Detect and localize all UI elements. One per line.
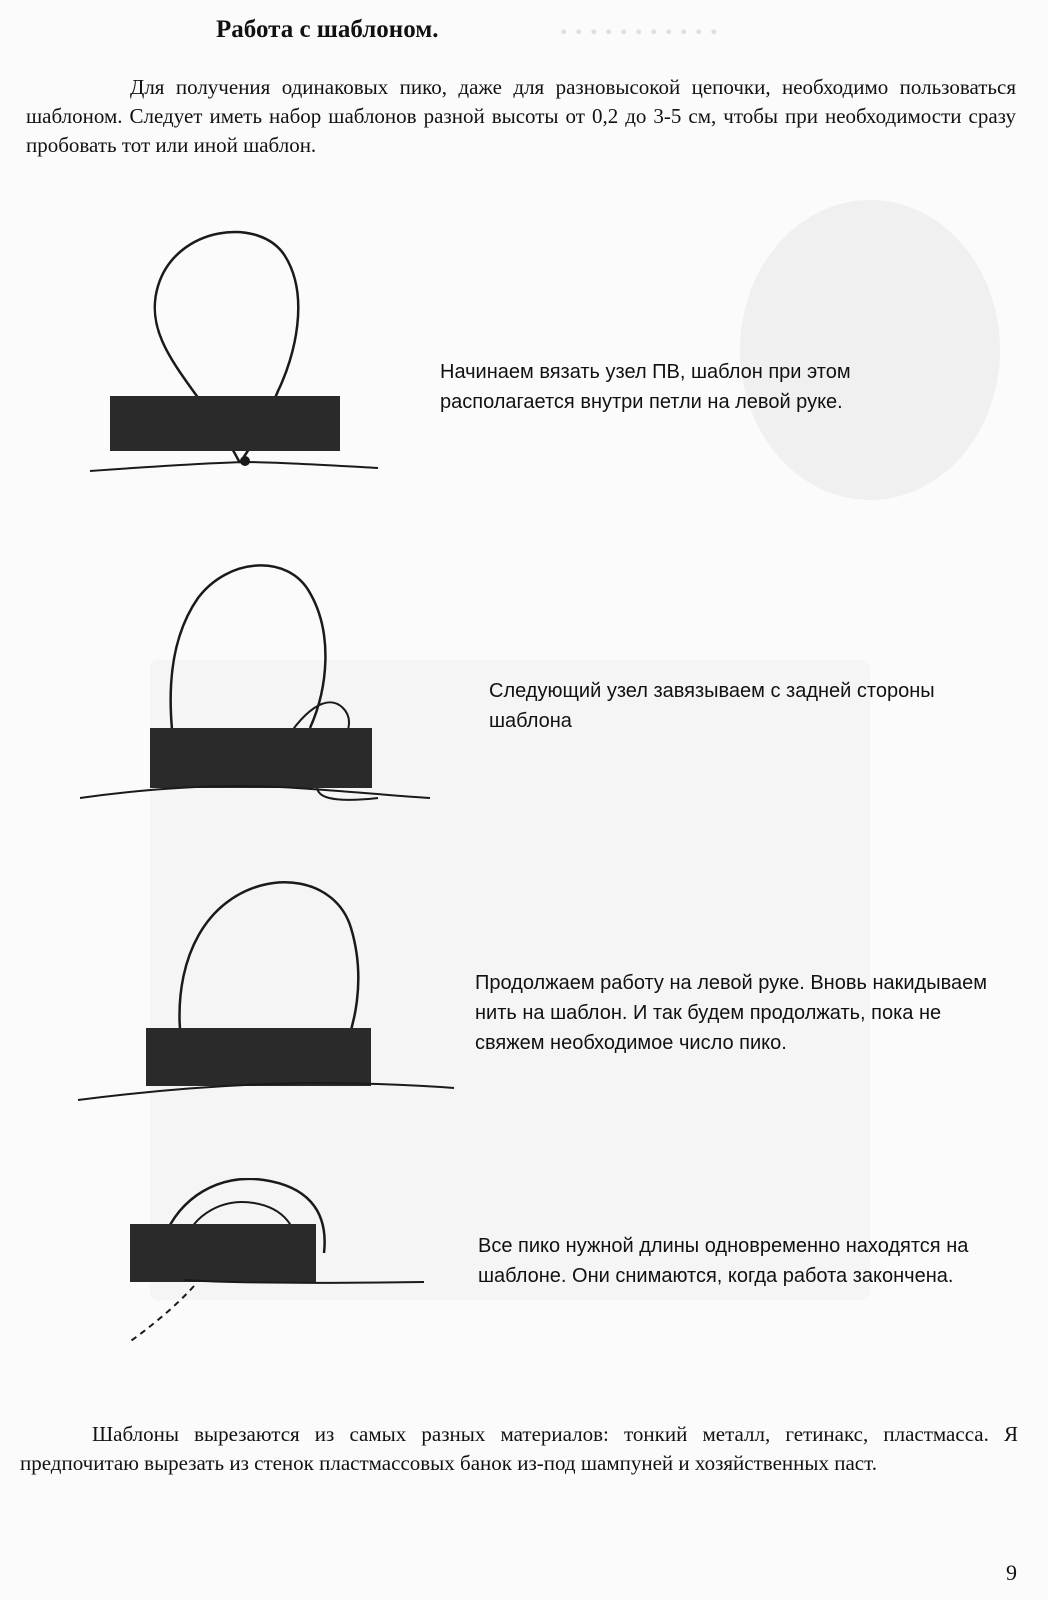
intro-paragraph: Для получения одинаковых пико, даже для разновысокой цепочки, необходимо пользоваться шаблоном. Следует иметь набор шаблонов разной высоты от 0,2 до 3-5 см, чтобы при необходимости сразу пробовать тот или иной шаблон. (26, 75, 1016, 157)
step-3-caption: Продолжаем работу на левой руке. Вновь накидываем нить на шаблон. И так будем продолжать, пока не свяжем необходимое число пико. (475, 972, 987, 1054)
step-2-caption: Следующий узел завязываем с задней стороны шаблона (489, 680, 935, 732)
page-title: Работа с шаблоном. (216, 16, 439, 43)
step-1-caption: Начинаем вязать узел ПВ, шаблон при этом располагается внутри петли на левой руке. (440, 361, 851, 413)
figure-step-3 (76, 878, 456, 1128)
figure-step-4 (124, 1178, 434, 1348)
step-4-caption: Все пико нужной длины одновременно находятся на шаблоне. Они снимаются, когда работа закончена. (478, 1235, 969, 1287)
outro-paragraph: Шаблоны вырезаются из самых разных материалов: тонкий металл, гетинакс, пластмасса. Я предпочитаю вырезать из стенок пластмассовых банок из-под шампуней и хозяйственных паст. (20, 1422, 1018, 1475)
page-number: 9 (1006, 1560, 1017, 1585)
bleed-through-blob (740, 200, 1000, 500)
figure-step-2 (78, 558, 438, 828)
bleed-through-heading: . . . . . . . . . . . (560, 8, 718, 41)
figure-step-1 (80, 216, 380, 496)
